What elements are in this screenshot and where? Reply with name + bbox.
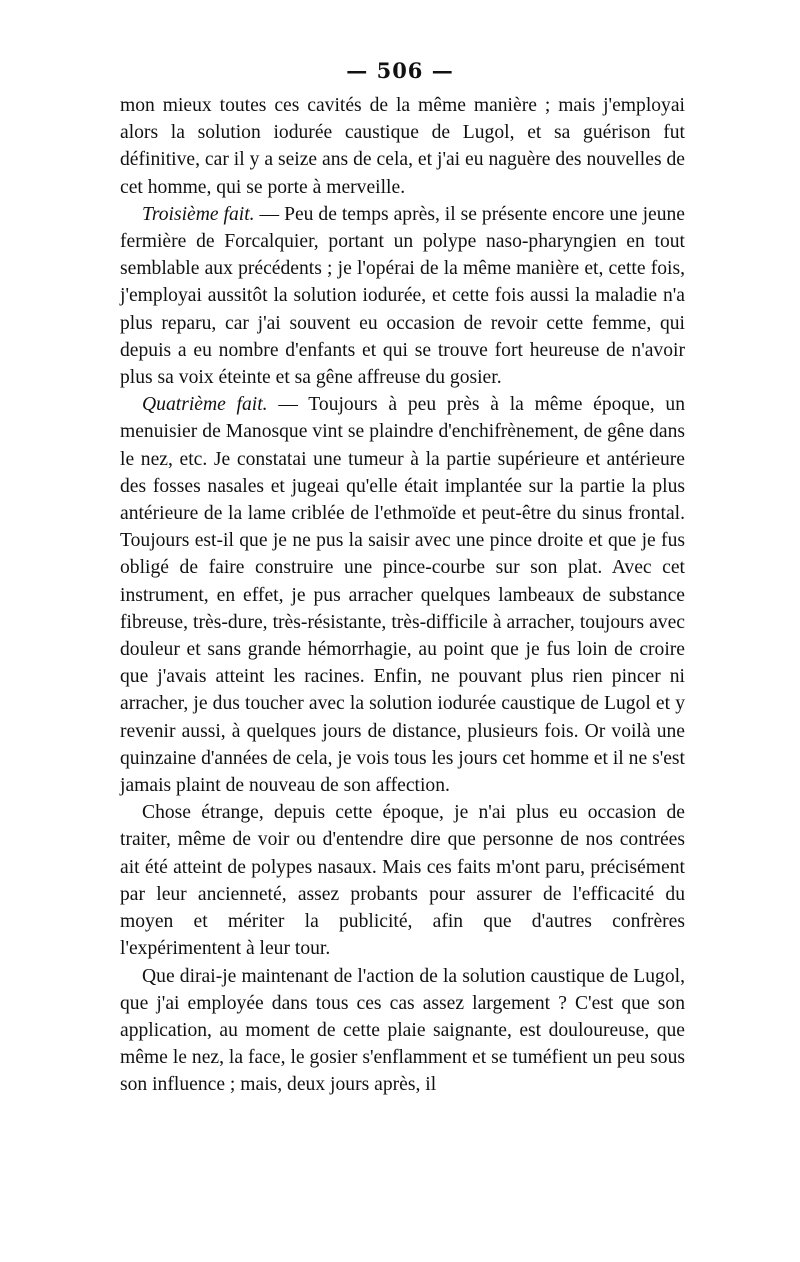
paragraph-chose-etrange — [120, 799, 685, 962]
paragraph-text: — Peu de temps après, il se présente encore une jeune fermière de Forcalquier, portant un polype naso-pharyngien en tout semblable aux précédents ; je l'opérai de la même manière et, cette fois, j'employai aussitôt la solution iodurée, et cette fois aussi la maladie n'a plus reparu, car j'ai souvent eu occasion de revoir cette femme, qui depuis a eu nombre d'enfants et qui se trouve fort heureuse de n'avoir plus sa voix éteinte et sa gêne affreuse du gosier. — [120, 203, 685, 389]
paragraph-quatrieme-fait — [120, 391, 685, 799]
page-number: — 506 — — [346, 58, 454, 83]
paragraph-que-dirai-je — [120, 963, 685, 1099]
paragraph-heading: Quatrième fait. — [142, 394, 268, 416]
paragraph-text: Que dirai-je maintenant de l'action de la solution caustique de Lugol, que j'ai employée dans tous ces cas assez largement ? C'est que son application, au moment de cette plaie saignante, est douloureuse, que même le nez, la face, le gosier s'enflamment et se tuméfient un peu sous son influence ; mais, deux jours après, il — [120, 965, 685, 1096]
paragraph-troisieme-fait — [120, 201, 685, 391]
paragraph-text: mon mieux toutes ces cavités de la même manière ; mais j'employai alors la solution iodurée caustique de Lugol, et sa guérison fut définitive, car il y a seize ans de cela, et j'ai eu naguère des nouvelles de cet homme, qui se porte à merveille. — [120, 95, 685, 198]
paragraph-text: Chose étrange, depuis cette époque, je n'ai plus eu occasion de traiter, même de voir ou d'entendre dire que personne de nos contrées ait été atteint de polypes nasaux. Mais ces faits m'ont paru, précisément par leur ancienneté, assez probants pour assurer de l'efficacité du moyen et mériter la publicité, afin que d'autres confrères l'expérimentent à leur tour. — [120, 802, 685, 960]
paragraph-heading: Troisième fait. — [142, 203, 255, 225]
body-text — [120, 92, 685, 1099]
paragraph-text: — Toujours à peu près à la même époque, un menuisier de Manosque vint se plaindre d'enchifrènement, de gêne dans le nez, etc. Je constatai une tumeur à la partie supérieure et antérieure des fosses nasales et jugeai qu'elle était implantée sur la partie la plus antérieure de la lame criblée de l'ethmoïde et peut-être du sinus frontal. Toujours est-il que je ne pus la saisir avec une pince droite et que je fus obligé de faire construire une pince-courbe sur son plat. Avec cet instrument, en effet, je pus arracher quelques lambeaux de substance fibreuse, très-dure, très-résistante, très-difficile à arracher, toujours avec douleur et sans grande hémorrhagie, au point que je fus loin de croire que j'avais atteint les racines. Enfin, ne pouvant plus rien pincer ni arracher, je dus toucher avec la solution iodurée caustique de Lugol et y revenir aussi, à quelques jours de distance, plusieurs fois. Or voilà une quinzaine d'années de cela, je vois tous les jours cet homme et il ne s'est jamais plaint de nouveau de son affection. — [120, 394, 685, 797]
paragraph-continuation — [120, 92, 685, 201]
